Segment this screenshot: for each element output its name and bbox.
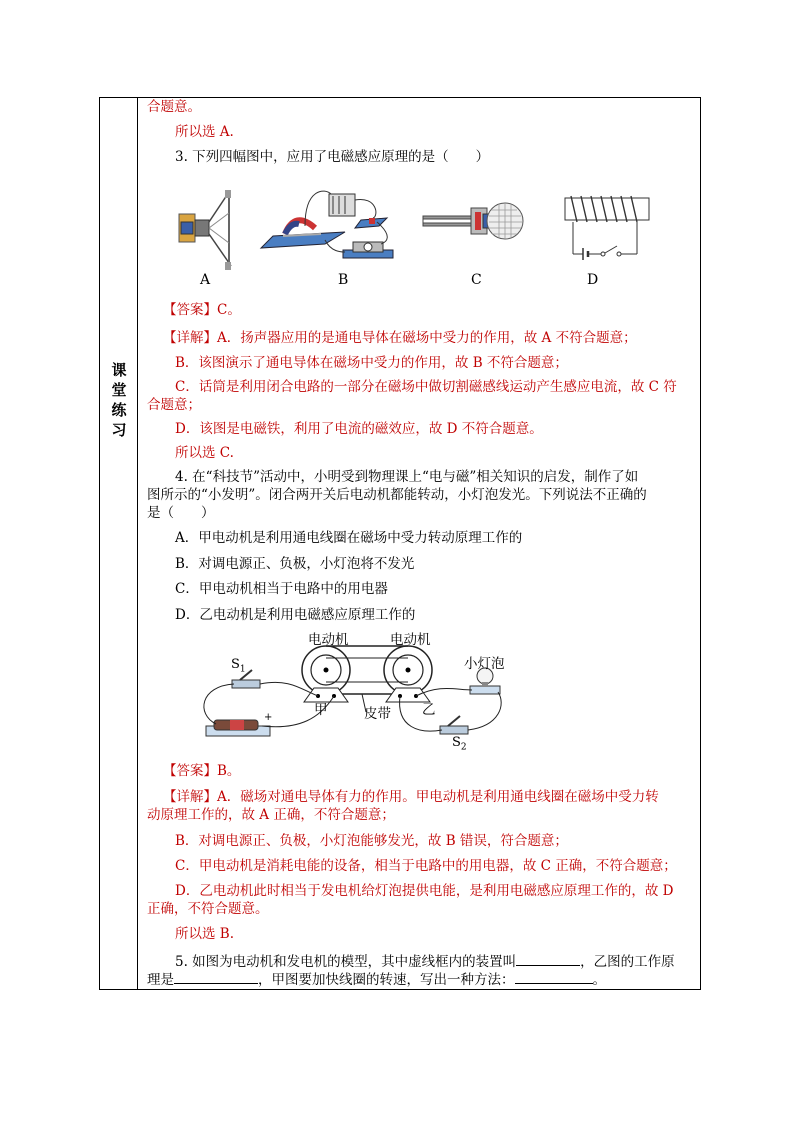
q4-detail-a-tail: 动原理工作的，故 A 正确，不符合题意； (147, 807, 395, 823)
speaker-figure (179, 190, 231, 270)
electromagnet-figure (565, 196, 649, 260)
q2-answer-choice: 所以选 A. (175, 124, 234, 140)
motor-jia-label: 甲 (314, 702, 328, 718)
q4-question-3: 是（ ） (147, 505, 215, 521)
motor-right-label: 电动机 (390, 632, 431, 648)
q5-text-2: ，乙图的工作原 (580, 954, 675, 970)
q4-answer-choice: 所以选 B. (175, 926, 235, 942)
switch-s1-label: $S_1$ (231, 657, 246, 675)
section-label-char: 练 (111, 401, 127, 419)
rail-experiment-figure (261, 191, 393, 258)
q4-question-2: 图所示的“小发明”。闭合两开关后电动机都能转动，小灯泡发光。下列说法不正确的 (147, 487, 647, 503)
q3-detail-c: C．话筒是利用闭合电路的一部分在磁场中做切割磁感线运动产生感应电流，故 C 符 (175, 379, 677, 395)
q4-option-b: B．对调电源正、负极，小灯泡将不发光 (175, 556, 415, 572)
section-label (100, 360, 138, 440)
side-column (100, 98, 138, 989)
q4-detail-c: C．甲电动机是消耗电能的设备，相当于电路中的用电器，故 C 正确，不符合题意； (175, 858, 677, 874)
q5-blank-1[interactable] (516, 951, 580, 966)
q5-text-3: 理是 (147, 972, 174, 988)
q3-answer: 【答案】C。 (163, 302, 241, 318)
section-label-char: 习 (111, 421, 127, 439)
q4-option-a: A．甲电动机是利用通电线圈在磁场中受力转动原理工作的 (175, 530, 523, 546)
microphone-figure (423, 203, 523, 239)
belt-label: 皮带 (364, 706, 391, 722)
q5-blank-2[interactable] (174, 969, 258, 984)
q5-question-2 (147, 969, 606, 989)
q3-detail-d: D．该图是电磁铁，利用了电流的磁效应，故 D 不符合题意。 (175, 421, 543, 437)
motor-yi-label: 乙 (422, 702, 436, 718)
q5-question-1 (175, 951, 675, 971)
q5-text-1: 5. 如图为电动机和发电机的模型，其中虚线框内的装置叫 (175, 954, 517, 970)
q4-detail-d: D．乙电动机此时相当于发电机给灯泡提供电能，是利用电磁感应原理工作的，故 D (175, 883, 674, 899)
q3-label-c: C (471, 272, 482, 288)
q4-question-1: 4. 在“科技节”活动中，小明受到物理课上“电与磁”相关知识的启发，制作了如 (175, 469, 639, 485)
q4-answer: 【答案】B。 (163, 763, 241, 779)
motor-left-label: 电动机 (308, 632, 349, 648)
q3-detail-c-tail: 合题意； (147, 397, 201, 413)
q5-text-4: ，甲图要加快线圈的转速，写出一种方法： (258, 972, 515, 988)
section-label-char: 课 (111, 361, 127, 379)
q3-label-a: A (200, 272, 211, 288)
q4-option-c: C．甲电动机相当于电路中的用电器 (175, 581, 388, 597)
q3-detail-a: 【详解】A．扬声器应用的是通电导体在磁场中受力的作用，故 A 不符合题意； (163, 330, 637, 346)
q4-detail-a: 【详解】A．磁场对通电导体有力的作用。甲电动机是利用通电线圈在磁场中受力转 (163, 789, 659, 805)
q2-explanation-tail: 合题意。 (147, 99, 201, 115)
q4-detail-b: B．对调电源正、负极，小灯泡能够发光，故 B 错误，符合题意； (175, 833, 568, 849)
q4-circuit-figure (190, 630, 520, 754)
q3-question: 3. 下列四幅图中，应用了电磁感应原理的是（ ） (175, 149, 490, 165)
bulb-label: 小灯泡 (464, 656, 505, 672)
q3-answer-choice: 所以选 C. (175, 445, 234, 461)
q4-detail-d-tail: 正确，不符合题意。 (147, 901, 269, 917)
q3-label-b: B (338, 272, 349, 288)
q3-figures (165, 178, 655, 274)
battery-plus-label: + (264, 712, 273, 723)
q5-text-5: 。 (592, 972, 606, 988)
q3-label-d: D (587, 272, 599, 288)
q5-blank-3[interactable] (515, 969, 593, 984)
section-label-char: 堂 (111, 381, 127, 399)
q3-detail-b: B．该图演示了通电导体在磁场中受力的作用，故 B 不符合题意； (175, 355, 568, 371)
q4-option-d: D．乙电动机是利用电磁感应原理工作的 (175, 607, 416, 623)
switch-s2-label: $S_2$ (452, 735, 467, 753)
